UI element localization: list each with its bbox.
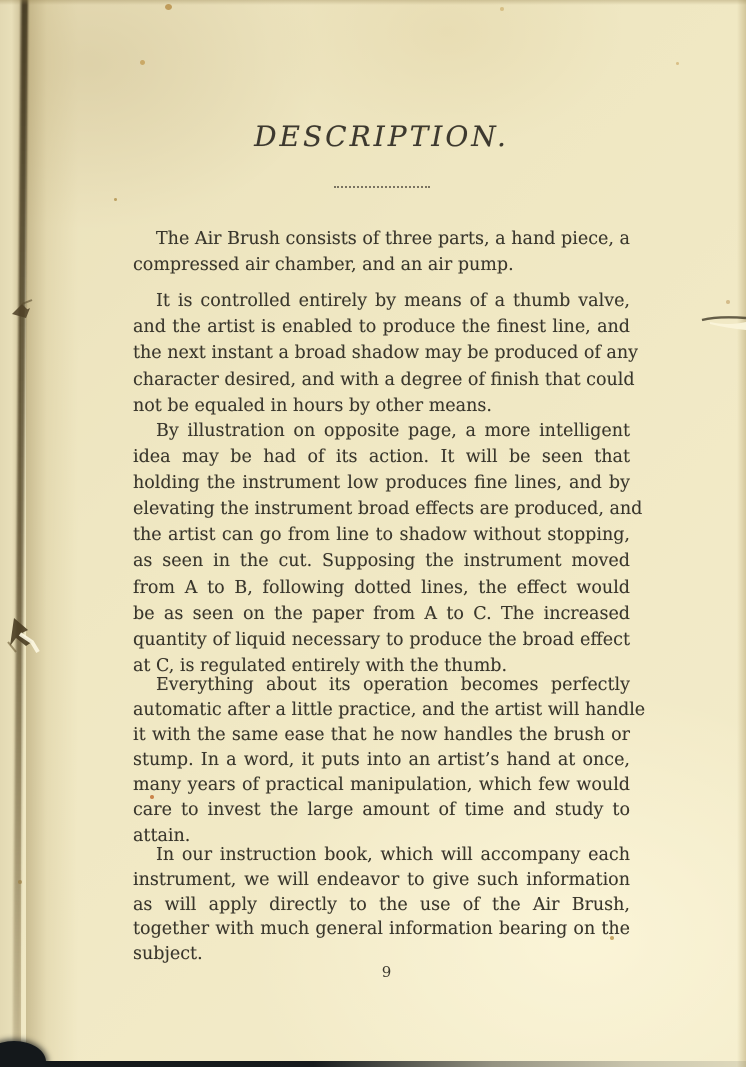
text-line: automatic after a little practice, and the artist will handle (133, 700, 646, 721)
foxing-spot (726, 300, 730, 304)
text-line: Everything about its operation becomes perfectly (156, 675, 630, 695)
foxing-spot (676, 62, 679, 65)
paragraph-illustration (133, 418, 643, 679)
text-line: from A to B, following dotted lines, the effect would (133, 577, 630, 598)
page-title: DESCRIPTION. (254, 120, 509, 153)
text-line: at C, is regulated entirely with the thumb. (133, 655, 508, 676)
text-line: stump. In a word, it puts into an artist’s hand at once, (133, 750, 630, 771)
text-line: together with much general information bearing on the (133, 919, 630, 940)
text-line: The Air Brush consists of three parts, a hand piece, a (156, 229, 630, 249)
text-line: quantity of liquid necessary to produce the broad effect (133, 629, 630, 650)
text-line: It is controlled entirely by means of a thumb valve, (156, 291, 630, 311)
text-line: subject. (133, 944, 203, 965)
text-line: as seen in the cut. Supposing the instrument moved (133, 551, 630, 572)
text-line: the next instant a broad shadow may be produced of any (133, 343, 639, 364)
paragraph-thumb-valve (133, 288, 639, 419)
gutter-tear-top (8, 294, 42, 324)
page-number: 9 (381, 963, 392, 981)
text-line: holding the instrument low produces fine lines, and by (133, 473, 630, 494)
foxing-spot (18, 880, 22, 884)
paragraph-intro-parts (133, 226, 630, 278)
text-line: the artist can go from line to shadow without stopping, (133, 525, 630, 546)
text-line: idea may be had of its action. It will be seen that (133, 447, 630, 468)
gutter-shadow (26, 0, 78, 1067)
scan-bottom-edge (0, 1061, 746, 1067)
text-line: care to invest the large amount of time and study to (133, 800, 630, 821)
text-line: By illustration on opposite page, a more intelligent (156, 421, 630, 441)
text-line: it with the same ease that he now handles the brush or (133, 725, 630, 746)
text-line: many years of practical manipulation, which few would (133, 775, 630, 796)
right-edge-tear (700, 308, 746, 334)
paragraph-automatic-operation (133, 673, 646, 849)
text-line: not be equaled in hours by other means. (133, 395, 492, 416)
text-line: attain. (133, 825, 191, 846)
page-right-edge (737, 0, 746, 1067)
gutter-tear-middle (2, 612, 44, 660)
text-line: and the artist is enabled to produce the finest line, and (133, 317, 630, 338)
text-line: be as seen on the paper from A to C. The increased (133, 603, 630, 624)
text-line: character desired, and with a degree of finish that could (133, 369, 635, 390)
text-line: compressed air chamber, and an air pump. (133, 255, 514, 276)
text-line: as will apply directly to the use of the Air Brush, (133, 894, 630, 915)
foxing-spot (114, 198, 117, 201)
text-line: elevating the instrument broad effects are produced, and (133, 499, 643, 520)
text-line: In our instruction book, which will accompany each (156, 845, 630, 865)
text-line: instrument, we will endeavor to give such information (133, 869, 630, 890)
paragraph-instruction-book (133, 843, 630, 967)
body-text (133, 0, 646, 1067)
